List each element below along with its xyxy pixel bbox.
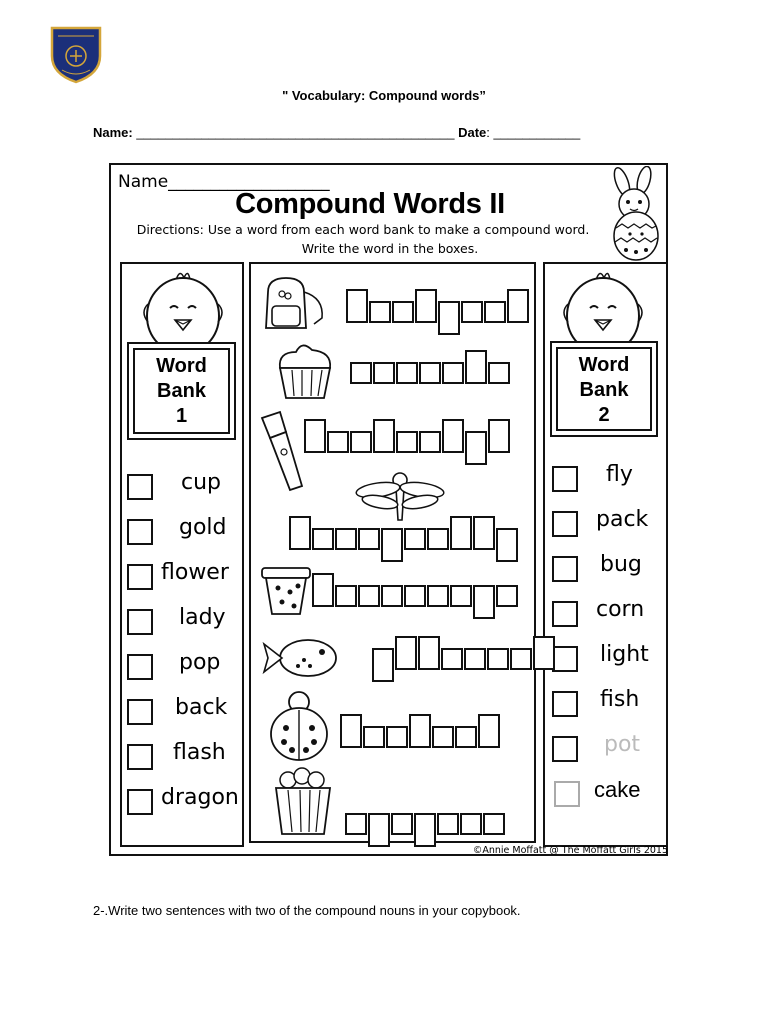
letter-box[interactable] xyxy=(396,362,418,384)
directions-line-2: Write the word in the boxes. xyxy=(301,241,479,256)
word-label: fish xyxy=(600,687,640,712)
sign-number: 2 xyxy=(598,404,610,426)
letter-box[interactable] xyxy=(404,585,426,607)
letter-box[interactable] xyxy=(473,585,495,619)
instruction-text: 2-.Write two sentences with two of the compound nouns in your copybook. xyxy=(93,903,521,918)
letter-box[interactable] xyxy=(304,419,326,453)
letter-box[interactable] xyxy=(404,528,426,550)
letter-box[interactable] xyxy=(346,289,368,323)
letter-box[interactable] xyxy=(484,301,506,323)
letter-box[interactable] xyxy=(418,636,440,670)
letter-box[interactable] xyxy=(373,419,395,453)
letter-box[interactable] xyxy=(442,362,464,384)
word-label: lady xyxy=(179,605,226,630)
word-label: pack xyxy=(596,507,649,532)
letter-box[interactable] xyxy=(345,813,367,835)
worksheet-title: Compound Words II xyxy=(235,188,505,220)
copyright-note: ©Annie Moffatt @ The Moffatt Girls 2015 xyxy=(472,845,668,856)
word-label: dragon xyxy=(161,785,239,810)
name-field[interactable]: ____________________________________________ xyxy=(132,125,459,140)
letter-box[interactable] xyxy=(373,362,395,384)
word-label: pot xyxy=(604,732,641,757)
word-label: light xyxy=(600,642,649,667)
letter-box[interactable] xyxy=(461,301,483,323)
date-field[interactable]: : ____________ xyxy=(486,125,581,140)
word-label: bug xyxy=(600,552,642,577)
letter-box[interactable] xyxy=(427,585,449,607)
word-label: pop xyxy=(179,650,221,675)
letter-box[interactable] xyxy=(488,419,510,453)
letter-box[interactable] xyxy=(414,813,436,847)
letter-box[interactable] xyxy=(335,585,357,607)
letter-box[interactable] xyxy=(460,813,482,835)
letter-box[interactable] xyxy=(363,726,385,748)
directions-line-1: Directions: Use a word from each word bank to make a compound word. xyxy=(136,222,590,237)
letter-box[interactable] xyxy=(372,648,394,682)
letter-box[interactable] xyxy=(289,516,311,550)
letter-box[interactable] xyxy=(335,528,357,550)
letter-box[interactable] xyxy=(350,362,372,384)
word-label: flash xyxy=(173,740,226,765)
letter-box[interactable] xyxy=(419,362,441,384)
letter-box[interactable] xyxy=(473,516,495,550)
letter-box[interactable] xyxy=(488,362,510,384)
letter-box[interactable] xyxy=(427,528,449,550)
worksheet-name-label: Name___________________ xyxy=(118,172,330,192)
letter-box[interactable] xyxy=(450,516,472,550)
letter-box[interactable] xyxy=(455,726,477,748)
letter-box[interactable] xyxy=(340,714,362,748)
letter-box[interactable] xyxy=(510,648,532,670)
sign-bank: Bank xyxy=(579,379,629,401)
letter-box[interactable] xyxy=(396,431,418,453)
sign-word: Word xyxy=(156,355,207,377)
letter-box[interactable] xyxy=(496,585,518,607)
letter-box[interactable] xyxy=(381,585,403,607)
letter-box[interactable] xyxy=(368,813,390,847)
letter-box[interactable] xyxy=(386,726,408,748)
letter-box[interactable] xyxy=(395,636,417,670)
document-title: " Vocabulary: Compound words” xyxy=(282,88,486,103)
word-label: corn xyxy=(596,597,645,622)
letter-box[interactable] xyxy=(441,648,463,670)
word-label: gold xyxy=(179,515,227,540)
letter-box[interactable] xyxy=(350,431,372,453)
letter-box[interactable] xyxy=(437,813,459,835)
letter-box[interactable] xyxy=(483,813,505,835)
sign-number: 1 xyxy=(175,405,188,427)
letter-box[interactable] xyxy=(533,636,555,670)
letter-box[interactable] xyxy=(312,573,334,607)
name-label: Name: xyxy=(93,125,133,140)
sign-word: Word xyxy=(578,354,630,376)
letter-box[interactable] xyxy=(381,528,403,562)
letter-box[interactable] xyxy=(327,431,349,453)
word-label: flower xyxy=(161,560,229,585)
letter-box[interactable] xyxy=(312,528,334,550)
letter-box[interactable] xyxy=(478,714,500,748)
word-label: cup xyxy=(181,470,222,495)
letter-box[interactable] xyxy=(415,289,437,323)
word-label: fly xyxy=(606,462,633,487)
letter-box[interactable] xyxy=(391,813,413,835)
letter-box[interactable] xyxy=(369,301,391,323)
letter-box[interactable] xyxy=(464,648,486,670)
sign-bank: Bank xyxy=(157,380,206,402)
letter-box[interactable] xyxy=(442,419,464,453)
word-label: cake xyxy=(594,777,641,802)
letter-box[interactable] xyxy=(409,714,431,748)
letter-box[interactable] xyxy=(438,301,460,335)
date-label: Date xyxy=(458,125,487,140)
letter-box[interactable] xyxy=(392,301,414,323)
letter-box[interactable] xyxy=(358,528,380,550)
letter-box[interactable] xyxy=(465,350,487,384)
letter-box[interactable] xyxy=(507,289,529,323)
letter-box[interactable] xyxy=(465,431,487,465)
letter-box[interactable] xyxy=(450,585,472,607)
letter-box[interactable] xyxy=(419,431,441,453)
letter-box[interactable] xyxy=(358,585,380,607)
letter-box[interactable] xyxy=(496,528,518,562)
word-label: back xyxy=(175,695,228,720)
letter-box[interactable] xyxy=(432,726,454,748)
letter-box[interactable] xyxy=(487,648,509,670)
